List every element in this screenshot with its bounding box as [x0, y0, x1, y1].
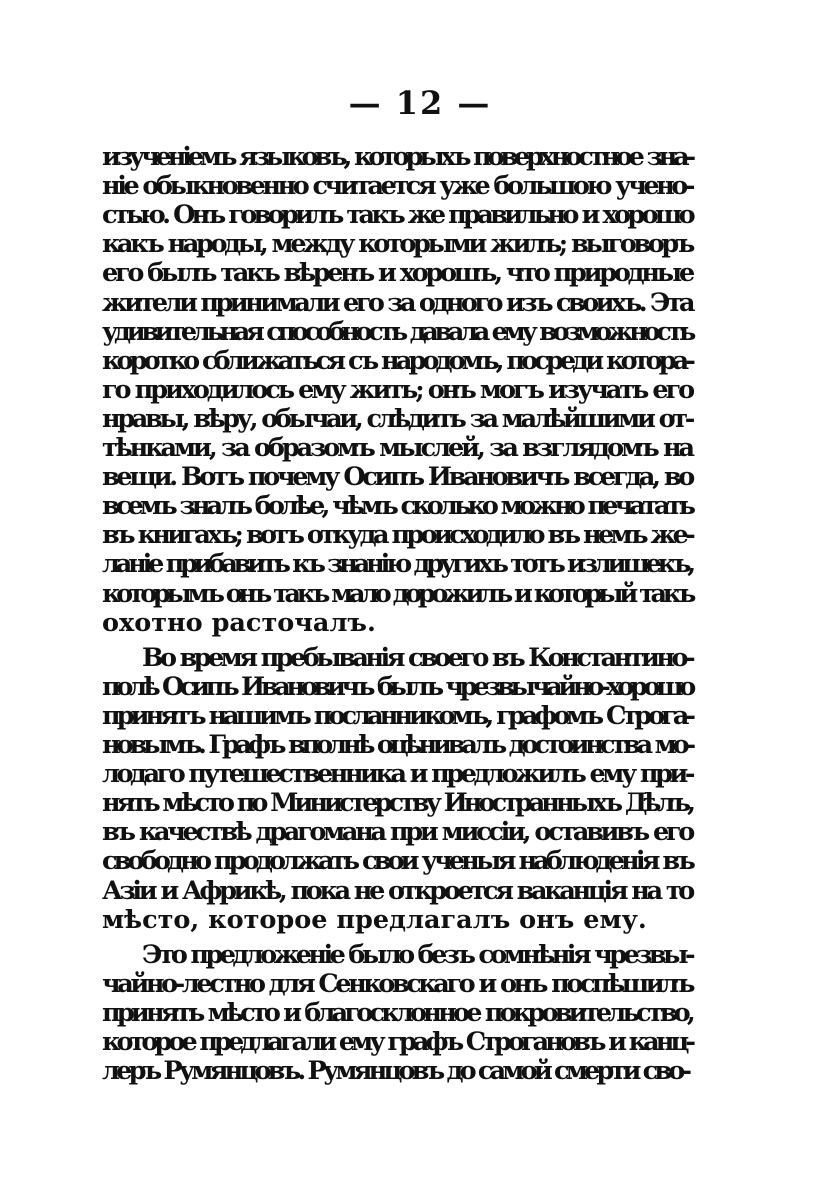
text-line: принять мѣсто и благосклонное покровительство, — [102, 997, 692, 1028]
text-line: чайно-лестно для Сенковскаго и онъ поспѣшилъ — [102, 968, 692, 999]
text-line: мѣсто, которое предлагалъ онъ ему. — [102, 904, 647, 935]
text-line: охотно расточалъ. — [102, 607, 376, 638]
text-line: вещи. Вотъ почему Осипъ Ивановичъ всегда, во — [102, 462, 692, 493]
text-line: тѣнками, за образомъ мыслей, за взглядомъ на — [102, 433, 692, 463]
page-number: — 12 — — [348, 84, 492, 122]
text-line: Азіи и Африкѣ, пока не откроется ваканція на то — [102, 875, 692, 906]
text-line: новымъ. Графъ вполнѣ оцѣнивалъ достоинства мо- — [102, 730, 692, 760]
text-line: нять мѣсто по Министерству Иностранныхъ Дѣлъ, — [102, 788, 692, 819]
text-line: которое предлагали ему графъ Строгановъ и канц- — [102, 1027, 692, 1057]
text-line: изученіемъ языковъ, которыхъ поверхностное зна- — [102, 142, 692, 172]
text-line: Это предложеніе было безъ сомнѣнія чрезвы- — [142, 939, 692, 970]
text-line: его былъ такъ вѣренъ и хорошъ, что природные — [102, 258, 692, 289]
text-line: лодаго путешественника и предложилъ ему при- — [102, 759, 692, 790]
text-line: всемъ зналъ болѣе, чѣмъ сколько можно печатать — [102, 491, 692, 522]
text-line: въ качествѣ драгомана при миссіи, оставивъ его — [102, 817, 692, 848]
text-line: принятъ нашимъ посланникомъ, графомъ Строга- — [102, 700, 692, 731]
text-line: жители принимали его за одного изъ своихъ. Эта — [102, 287, 692, 318]
text-line: удивительная способность давала ему возможность — [102, 316, 692, 347]
text-line: ніе обыкновенно считается уже большою учено- — [102, 171, 692, 202]
text-line: которымъ онъ такъ мало дорожилъ и который такъ — [102, 578, 692, 609]
text-line: го приходилось ему жить; онъ могъ изучать его — [102, 374, 692, 405]
text-line: ланіе прибавить къ знанію другихъ тотъ излишекъ, — [102, 549, 692, 580]
text-line: Во время пребыванія своего въ Константино- — [142, 642, 692, 673]
text-line: леръ Румянцовъ. Румянцовъ до самой смерти сво- — [102, 1056, 689, 1087]
text-line: въ книгахъ; вотъ откуда происходило въ немъ же- — [102, 520, 692, 551]
text-line: нравы, вѣру, обычаи, слѣдить за малѣйшими от- — [102, 403, 692, 434]
text-line: стью. Онъ говорилъ такъ же правильно и хорошо — [102, 200, 692, 231]
text-line: полѣ Осипъ Ивановичъ былъ чрезвычайно-хорошо — [102, 671, 692, 702]
text-line: коротко сближаться съ народомъ, посреди котора- — [102, 345, 692, 376]
text-line: какъ народы, между которыми жилъ; выговоръ — [102, 229, 692, 260]
text-line: свободно продолжать свои ученыя наблюденія въ — [102, 846, 692, 877]
